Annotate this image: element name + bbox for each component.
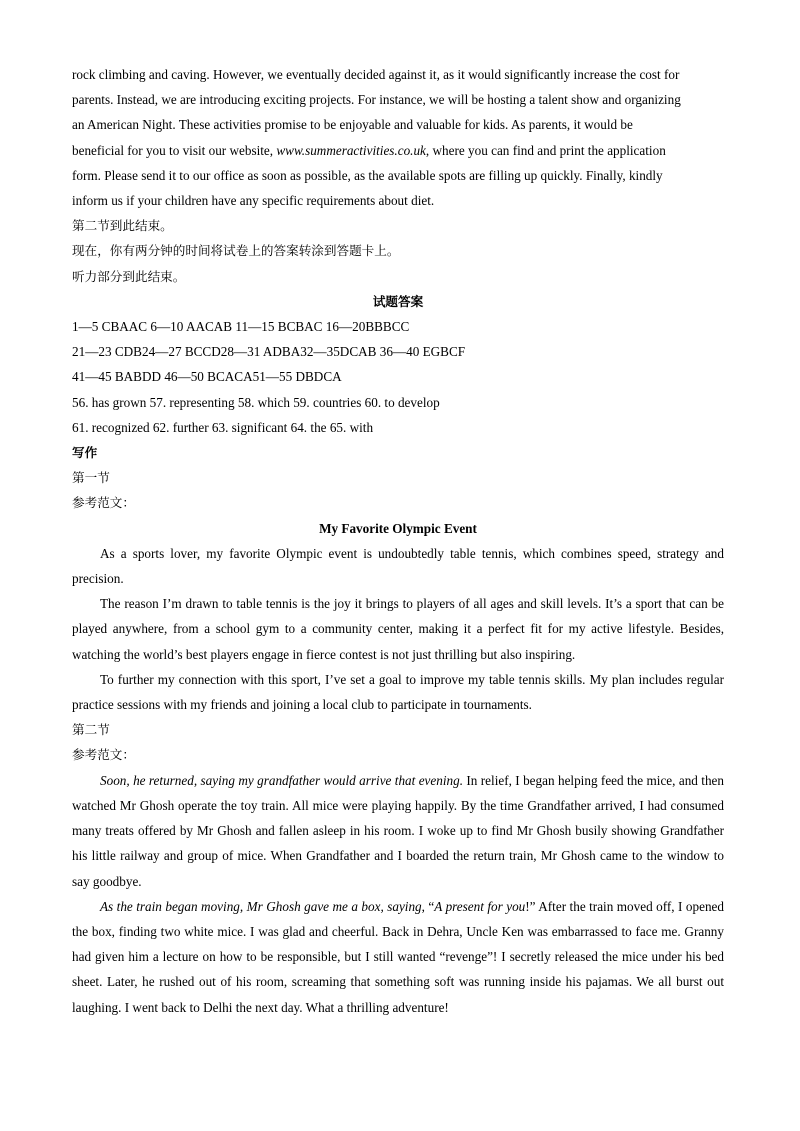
story-opening-italic: Soon, he returned, saying my grandfather would arrive that evening. [100,772,464,788]
transcript-line: parents. Instead, we are introducing exciting projects. For instance, we will be hosting a talent show and organizing [72,92,681,108]
transcript-line: rock climbing and caving. However, we eventually decided against it, as it would significantly increase the cost for [72,67,680,82]
answer-row: 21—23 CDB24—27 BCCD28—31 ADBA32—35DCAB 36—40 EGBCF [72,344,466,360]
story-text: , “ [421,898,435,914]
transfer-note: 现在，你有两分钟的时间将试卷上的答案转涂到答题卡上。 [72,243,400,259]
essay-paragraph: The reason I’m drawn to table tennis is the joy it brings to players of all ages and skill levels. It’s a sport that can be played anywhere, from a school gym to a community center, making it a perfect fit for my active lifestyle. Besides, watching the world’s best players engage in fierce contest is not just thrilling but also inspiring. [72,596,724,662]
story-paragraph [72,768,724,894]
section1-label: 第一节 [72,470,110,486]
story-quote-italic: A present for you [434,898,526,914]
writing-heading: 写作 [72,445,98,461]
answers-title: 试题答案 [372,293,424,309]
answer-row: 61. recognized 62. further 63. significant 64. the 65. with [72,419,374,435]
transcript-line [72,138,724,163]
document-page [72,62,724,1020]
website-url: www.summeractivities.co.uk [276,142,426,158]
listening-end-note: 听力部分到此结束。 [72,268,186,284]
essay-paragraph: To further my connection with this sport, I’ve set a goal to improve my table tennis skills. My plan includes regular practice sessions with my friends and joining a local club to participate in tournaments. [72,671,724,713]
section2-label: 第二节 [72,722,110,738]
section-end-note: 第二节到此结束。 [72,218,173,234]
sample-label: 参考范文： [72,747,135,763]
essay-paragraph: As a sports lover, my favorite Olympic event is undoubtedly table tennis, which combines speed, strategy and precision. [72,545,724,587]
answer-row: 1—5 CBAAC 6—10 AACAB 11—15 BCBAC 16—20BBBCC [72,319,410,335]
sample-label: 参考范文： [72,495,135,511]
answer-row: 41—45 BABDD 46—50 BCACA51—55 DBDCA [72,369,342,385]
essay-title: My Favorite Olympic Event [319,520,477,536]
transcript-text: , where you can find and print the application [425,142,666,158]
story-opening-italic: As the train began moving, Mr Ghosh gave me a box, saying [100,898,422,914]
transcript-line: an American Night. These activities promise to be enjoyable and valuable for kids. As parents, it would be [72,117,633,133]
answer-row: 56. has grown 57. representing 58. which 59. countries 60. to develop [72,394,440,410]
transcript-line: inform us if your children have any specific requirements about diet. [72,193,435,209]
story-text: In relief, I began helping feed the mice, and then watched Mr Ghosh operate the toy train. All mice were playing happily. By the time Grandfather arrived, I had consumed many treats offered by Mr Ghosh and fallen asleep in his room. I woke up to find Mr Ghosh busily showing Grandfather his little railway and group of mice. When Grandfather and I boarded the return train, Mr Ghosh came to the window to say goodbye. [72,772,724,889]
story-paragraph [72,894,724,1020]
transcript-line: form. Please send it to our office as soon as possible, as the available spots are filling up quickly. Finally, kindly [72,167,663,183]
transcript-text: beneficial for you to visit our website, [72,142,277,158]
story-text: !” After the train moved off, I opened the box, finding two white mice. I was glad and cheerful. Back in Dehra, Uncle Ken was embarrassed to face me. Granny had given him a lecture on how to be responsible, but I still wanted “revenge”! I secretly released the mice under his bed sheet. Later, he rushed out of his room, screaming that something soft was running inside his pajamas. We all burst out laughing. I went back to Delhi the next day. What a thrilling adventure! [72,898,724,1015]
